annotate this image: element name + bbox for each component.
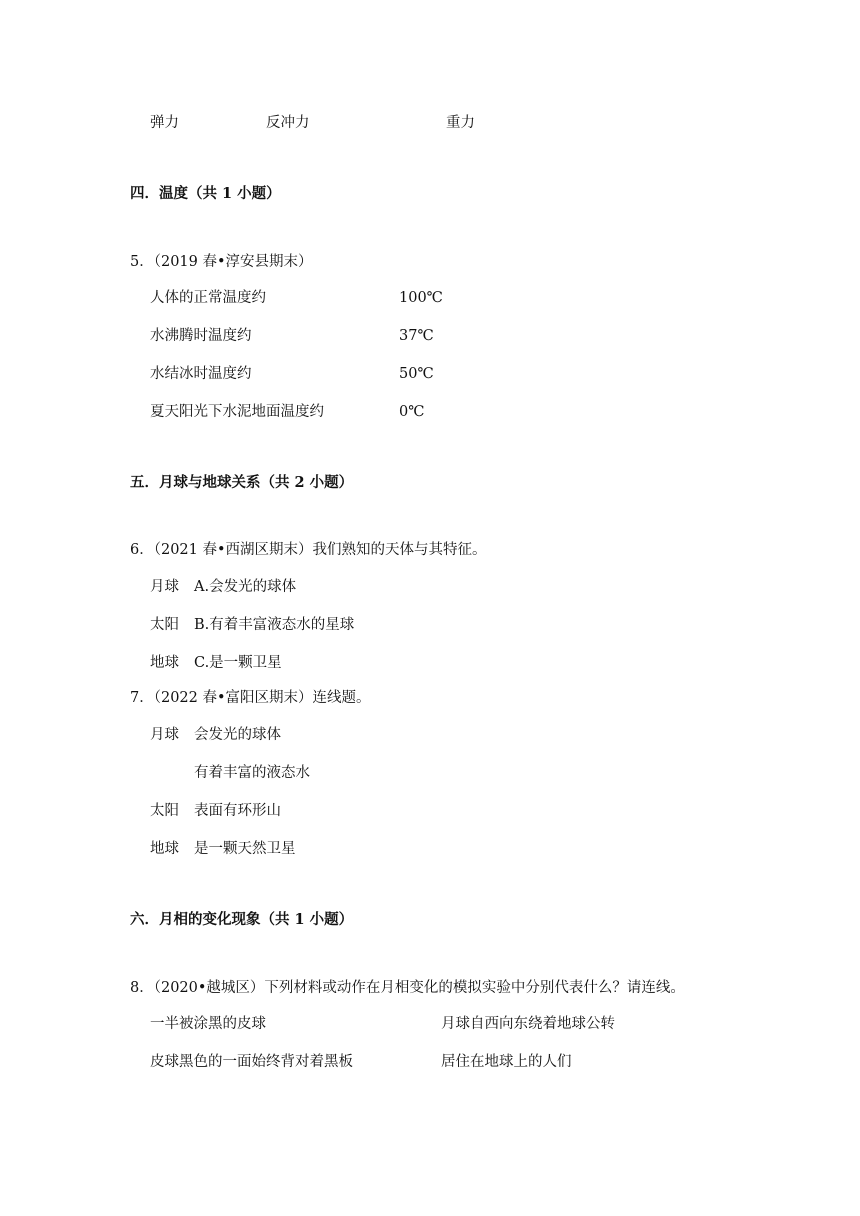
section-heading-temperature: 四．温度（共 1 小题）	[130, 185, 281, 202]
question-5-header: 5．（2019 春•淳安县期末）	[130, 254, 313, 270]
question-6-header: 6．（2021 春•西湖区期末）我们熟知的天体与其特征。	[130, 542, 487, 558]
q7-right-item: 有着丰富的液态水	[194, 765, 310, 781]
section-heading-moon-earth: 五．月球与地球关系（共 2 小题）	[130, 474, 354, 491]
question-8-header: 8．（2020•越城区）下列材料或动作在月相变化的模拟实验中分别代表什么？请连线。	[130, 980, 685, 996]
q7-left-item: 地球	[150, 841, 179, 857]
q8-right-item: 月球自西向东绕着地球公转	[441, 1016, 615, 1032]
q6-body-label: 太阳	[150, 617, 179, 633]
option-recoil-force: 反冲力	[266, 115, 310, 131]
q6-body-label: 月球	[150, 579, 179, 595]
q6-feature-label: A.会发光的球体	[194, 579, 297, 595]
q5-right-item: 50℃	[399, 366, 434, 382]
q8-left-item: 一半被涂黑的皮球	[150, 1016, 266, 1032]
q7-right-item: 是一颗天然卫星	[194, 841, 296, 857]
section-heading-moon-phases: 六．月相的变化现象（共 1 小题）	[130, 911, 354, 928]
q5-right-item: 100℃	[399, 290, 443, 306]
q8-right-item: 居住在地球上的人们	[441, 1054, 572, 1070]
q5-left-item: 人体的正常温度约	[150, 290, 266, 306]
q6-body-label: 地球	[150, 655, 179, 671]
q6-feature-label: C.是一颗卫星	[194, 655, 282, 671]
q5-left-item: 水结冰时温度约	[150, 366, 252, 382]
q5-right-item: 0℃	[399, 404, 425, 420]
q7-right-item: 表面有环形山	[194, 803, 281, 819]
q7-left-item: 太阳	[150, 803, 179, 819]
q5-right-item: 37℃	[399, 328, 434, 344]
q5-left-item: 夏天阳光下水泥地面温度约	[150, 404, 324, 420]
q7-left-item: 月球	[150, 727, 179, 743]
option-elastic-force: 弹力	[150, 115, 179, 131]
question-7-header: 7．（2022 春•富阳区期末）连线题。	[130, 690, 371, 706]
q8-left-item: 皮球黑色的一面始终背对着黑板	[150, 1054, 353, 1070]
q7-right-item: 会发光的球体	[194, 727, 281, 743]
option-gravity: 重力	[446, 115, 475, 131]
q6-feature-label: B.有着丰富液态水的星球	[194, 617, 355, 633]
q5-left-item: 水沸腾时温度约	[150, 328, 252, 344]
